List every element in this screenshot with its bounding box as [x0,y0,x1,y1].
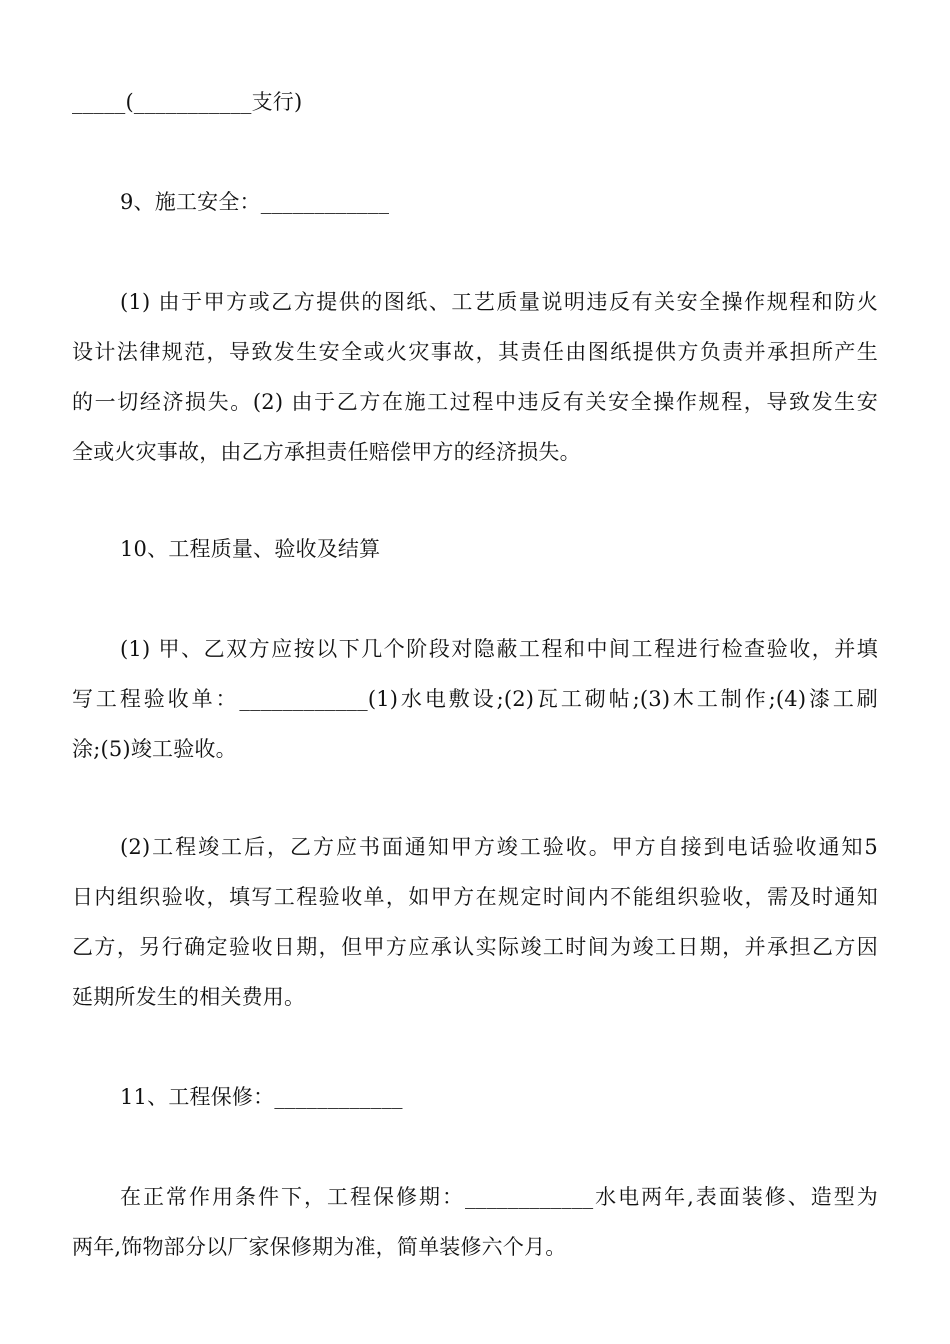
section-10-heading: 10、工程质量、验收及结算 [120,537,381,561]
section-10-para2-line-4: 延期所发生的相关费用。 [72,985,306,1009]
section-9-heading: 9、施工安全：____________ [120,190,390,214]
section-9-para-line-3: 的一切经济损失。(2) 由于乙方在施工过程中违反有关安全操作规程，导致发生安 [72,390,878,414]
section-11-para-line-2: 两年,饰物部分以厂家保修期为准，简单装修六个月。 [72,1235,567,1259]
section-10-para1-line-1: (1) 甲、乙双方应按以下几个阶段对隐蔽工程和中间工程进行检查验收，并填 [120,637,878,661]
bank-branch-line: _____(___________支行) [72,90,303,114]
section-9-para-line-2: 设计法律规范，导致发生安全或火灾事故，其责任由图纸提供方负责并承担所产生 [72,340,878,364]
section-10-para1-line-2: 写工程验收单：____________(1)水电敷设;(2)瓦工砌帖;(3)木工制作;(4)漆工刷 [72,687,878,711]
section-10-para1-line-3: 涂;(5)竣工验收。 [72,737,237,761]
section-10-para2-line-2: 日内组织验收，填写工程验收单，如甲方在规定时间内不能组织验收，需及时通知 [72,885,878,909]
section-9-para-line-1: (1) 由于甲方或乙方提供的图纸、工艺质量说明违反有关安全操作规程和防火 [120,290,878,314]
section-10-para2-line-1: (2)工程竣工后，乙方应书面通知甲方竣工验收。甲方自接到电话验收通知5 [120,835,878,859]
section-11-para-line-1: 在正常作用条件下，工程保修期：____________水电两年,表面装修、造型为 [120,1185,878,1209]
section-11-heading: 11、工程保修：____________ [120,1085,403,1109]
section-10-para2-line-3: 乙方，另行确定验收日期，但甲方应承认实际竣工时间为竣工日期，并承担乙方因 [72,935,878,959]
section-9-para-line-4: 全或火灾事故，由乙方承担责任赔偿甲方的经济损失。 [72,440,581,464]
